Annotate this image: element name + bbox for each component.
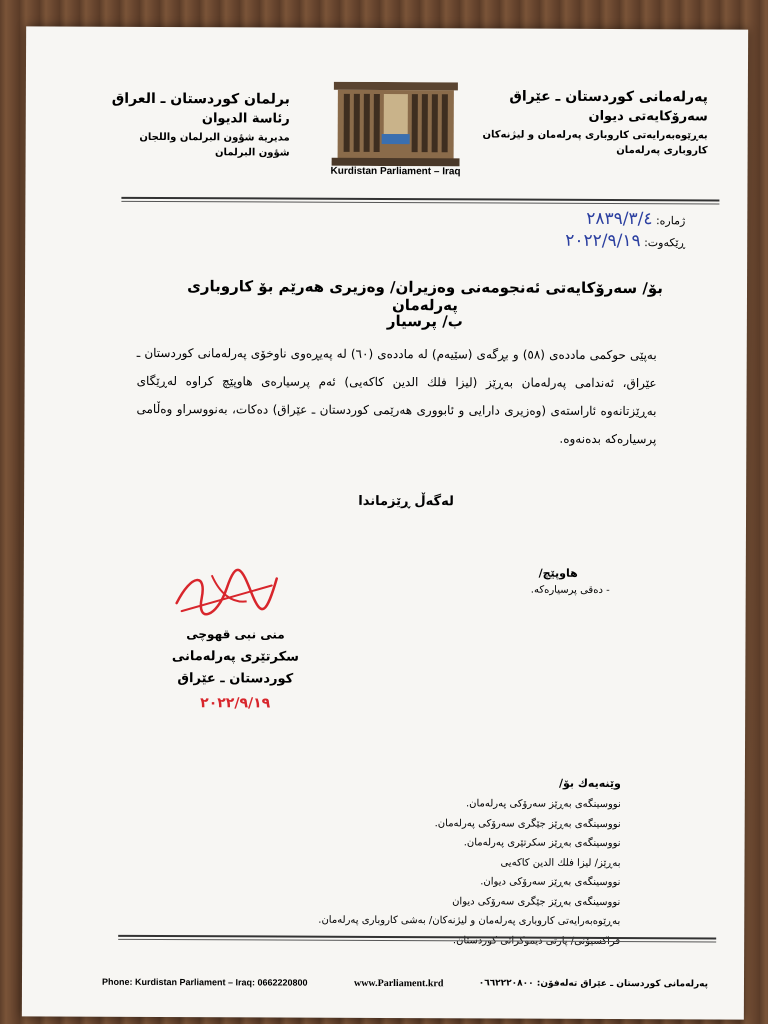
attachments-item: - دەقی پرسیارەکە.: [530, 584, 610, 596]
header-divider-thin: [121, 201, 719, 205]
signatory-region: کوردستان ـ عێراق: [177, 671, 294, 687]
subject-line: ب/ پرسیار: [386, 312, 463, 331]
copies-item: نووسینگەی بەڕێز جێگری سەرۆکی پەرلەمان.: [434, 817, 621, 830]
recipient-line: بۆ/ سەرۆکایەتی ئەنجومەنی وەزیران/ وەزیری هەرێم بۆ کاروباری پەرلەمان: [187, 277, 663, 315]
signatory-title: سکرتێری پەرلەمانی: [171, 649, 300, 665]
header-kurdish-line3: بەڕێوەبەرایەتی کاروباری پەرلەمان و لیژنەکان: [482, 129, 708, 142]
header-kurdish-line1: پەرلەمانی کوردستان ـ عێراق: [509, 88, 708, 106]
header-arabic-line4: شؤون البرلمان: [215, 147, 290, 159]
letter-body: بەپێی حوکمی ماددەی (٥٨) و بڕگەی (سێیەم) لە ماددەی (٦٠) لە پەیڕەوی ناوخۆی پەرلەمانی کوردستان ـ عێراق، ئەندامی پەرلەمان بەڕێز (لیزا فلك الدین کاکەیی) ئەم پرسیارەی هاوپێچ کراوە لەڕێگای بەڕێزتانەوە ئاراستەی (وەزیری دارایی و ئابووری هەرێمی کوردستان ـ عێراق) دەکات، بەنووسراو وەڵامی پرسیارەکە بدەنەوە.: [136, 345, 657, 447]
copies-item: بەڕێوەبەرایەتی کاروباری پەرلەمان و لیژنەکان/ بەشی کاروباری پەرلەمان.: [318, 914, 621, 928]
header-arabic-line3: مديرية شؤون البرلمان واللجان: [139, 131, 290, 144]
signature-date: ٢٠٢٢/٩/١٩: [200, 695, 271, 712]
copies-item: نووسینگەی بەڕێز سەرۆکی پەرلەمان.: [465, 798, 621, 811]
number-label: ژمارە:: [655, 214, 686, 228]
letter-sheet: [22, 26, 748, 1019]
copies-item: فراکسیۆنی/ پارتی دیموکراتی کوردستان.: [452, 934, 621, 947]
copies-item: بەڕێز/ لیزا فلك الدین کاکەیی: [500, 857, 621, 869]
document-number: [586, 209, 685, 229]
header-arabic-line1: برلمان كوردستان ـ العراق: [111, 90, 290, 108]
copies-list: [280, 794, 621, 951]
header-kurdish-line2: سەرۆکایەتی دیوان: [588, 108, 708, 125]
attachments-heading: هاوپێچ/: [538, 566, 578, 580]
header-kurdish-line4: کاروباری پەرلەمان: [616, 145, 708, 157]
parliament-building-logo: [332, 82, 460, 167]
logo-caption: Kurdistan Parliament – Iraq: [330, 165, 461, 178]
header-arabic: [90, 91, 290, 159]
header-arabic-line2: رئاسة الديوان: [201, 111, 290, 127]
signatory-name: منی نبی قهوچی: [186, 627, 285, 642]
copies-item: نووسینگەی بەڕێز سکرتێری پەرلەمان.: [463, 837, 621, 850]
closing-regards: لەگەڵ ڕێزماندا: [358, 493, 454, 510]
footer-right-text: پەرلەمانی کوردستان ـ عێراق تەلەفۆن: ٠٦٦٢٢٢٠٨٠٠: [478, 978, 709, 990]
handwritten-signature: [172, 563, 282, 625]
date-value: ٢٠٢٢/٩/١٩: [565, 230, 641, 252]
header-kurdish: [468, 88, 708, 156]
date-label: ڕێکەوت:: [644, 236, 686, 250]
document-date: [565, 231, 685, 252]
copies-heading: وێنەیەك بۆ/: [558, 776, 621, 791]
footer-phone: Phone: Kurdistan Parliament – Iraq: 0662220800: [101, 976, 308, 988]
number-value: ٢٨٣٩/٣/٤: [586, 208, 653, 230]
copies-item: نووسینگەی بەڕێز سەرۆکی دیوان.: [480, 876, 621, 889]
footer-website: www.Parliament.krd: [353, 977, 444, 990]
copies-item: نووسینگەی بەڕێز جێگری سەرۆکی دیوان: [452, 895, 621, 908]
